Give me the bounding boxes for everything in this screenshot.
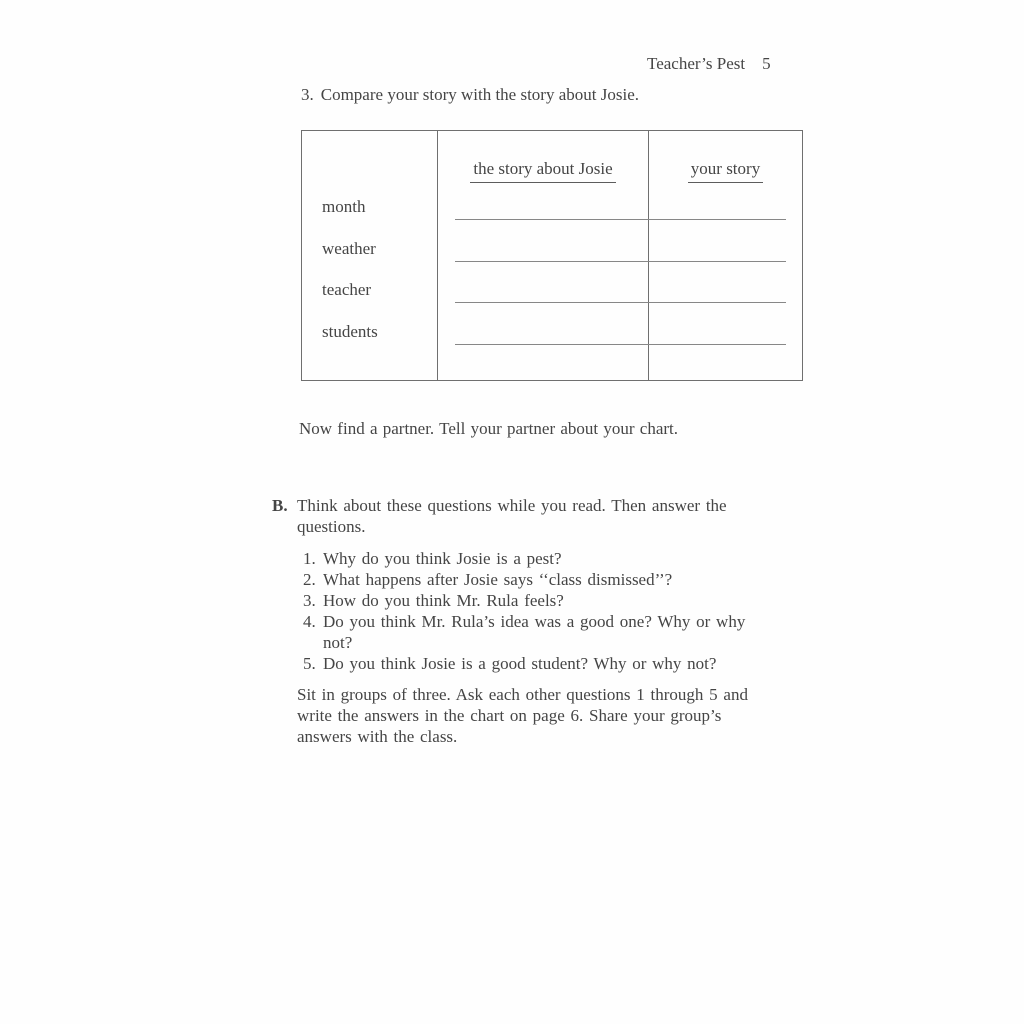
question-text: Why do you think Josie is a pest? [323, 549, 562, 568]
column-header-your-story: your story [648, 158, 803, 183]
activity-3-number: 3. [301, 85, 314, 104]
question-number: 3. [303, 591, 316, 610]
column-header-josie-story: the story about Josie [438, 158, 648, 183]
row-label-students: students [322, 322, 378, 341]
question-item [303, 548, 765, 569]
chapter-title: Teacher’s Pest [647, 54, 746, 73]
question-number: 5. [303, 654, 316, 673]
section-b-label: B. [272, 496, 288, 515]
row-label-teacher: teacher [322, 280, 372, 299]
activity-3-text: Compare your story with the story about Josie. [320, 85, 639, 104]
question-number: 2. [303, 570, 316, 589]
question-item [303, 569, 765, 590]
question-text: How do you think Mr. Rula feels? [323, 591, 564, 610]
row-label-month: month [322, 197, 366, 216]
question-item [303, 590, 765, 611]
group-work-instruction: Sit in groups of three. Ask each other questions 1 through 5 and write the answers in the chart on page 6. Share your group’s answers with the class. [297, 685, 748, 746]
blank-answer-line [455, 344, 786, 345]
question-item [303, 653, 765, 674]
blank-answer-line [455, 261, 786, 262]
row-label-weather: weather [322, 239, 376, 258]
question-number: 4. [303, 612, 316, 631]
activity-3-instruction [301, 84, 639, 105]
section-b [272, 495, 774, 537]
partner-instruction: Now find a partner. Tell your partner about your chart. [299, 419, 679, 438]
question-list [303, 548, 765, 674]
question-text: Do you think Mr. Rula’s idea was a good one? Why or why not? [323, 612, 746, 652]
blank-answer-line [455, 302, 786, 303]
question-number: 1. [303, 549, 316, 568]
blank-answer-line [455, 219, 786, 220]
question-item [303, 611, 765, 653]
comparison-chart-table [301, 130, 803, 381]
question-text: Do you think Josie is a good student? Why or why not? [323, 654, 717, 673]
section-b-intro: Think about these questions while you read. Then answer the questions. [297, 496, 727, 536]
question-text: What happens after Josie says ‘‘class dismissed’’? [323, 570, 673, 589]
page-number: 5 [762, 54, 771, 73]
running-head [647, 53, 771, 74]
